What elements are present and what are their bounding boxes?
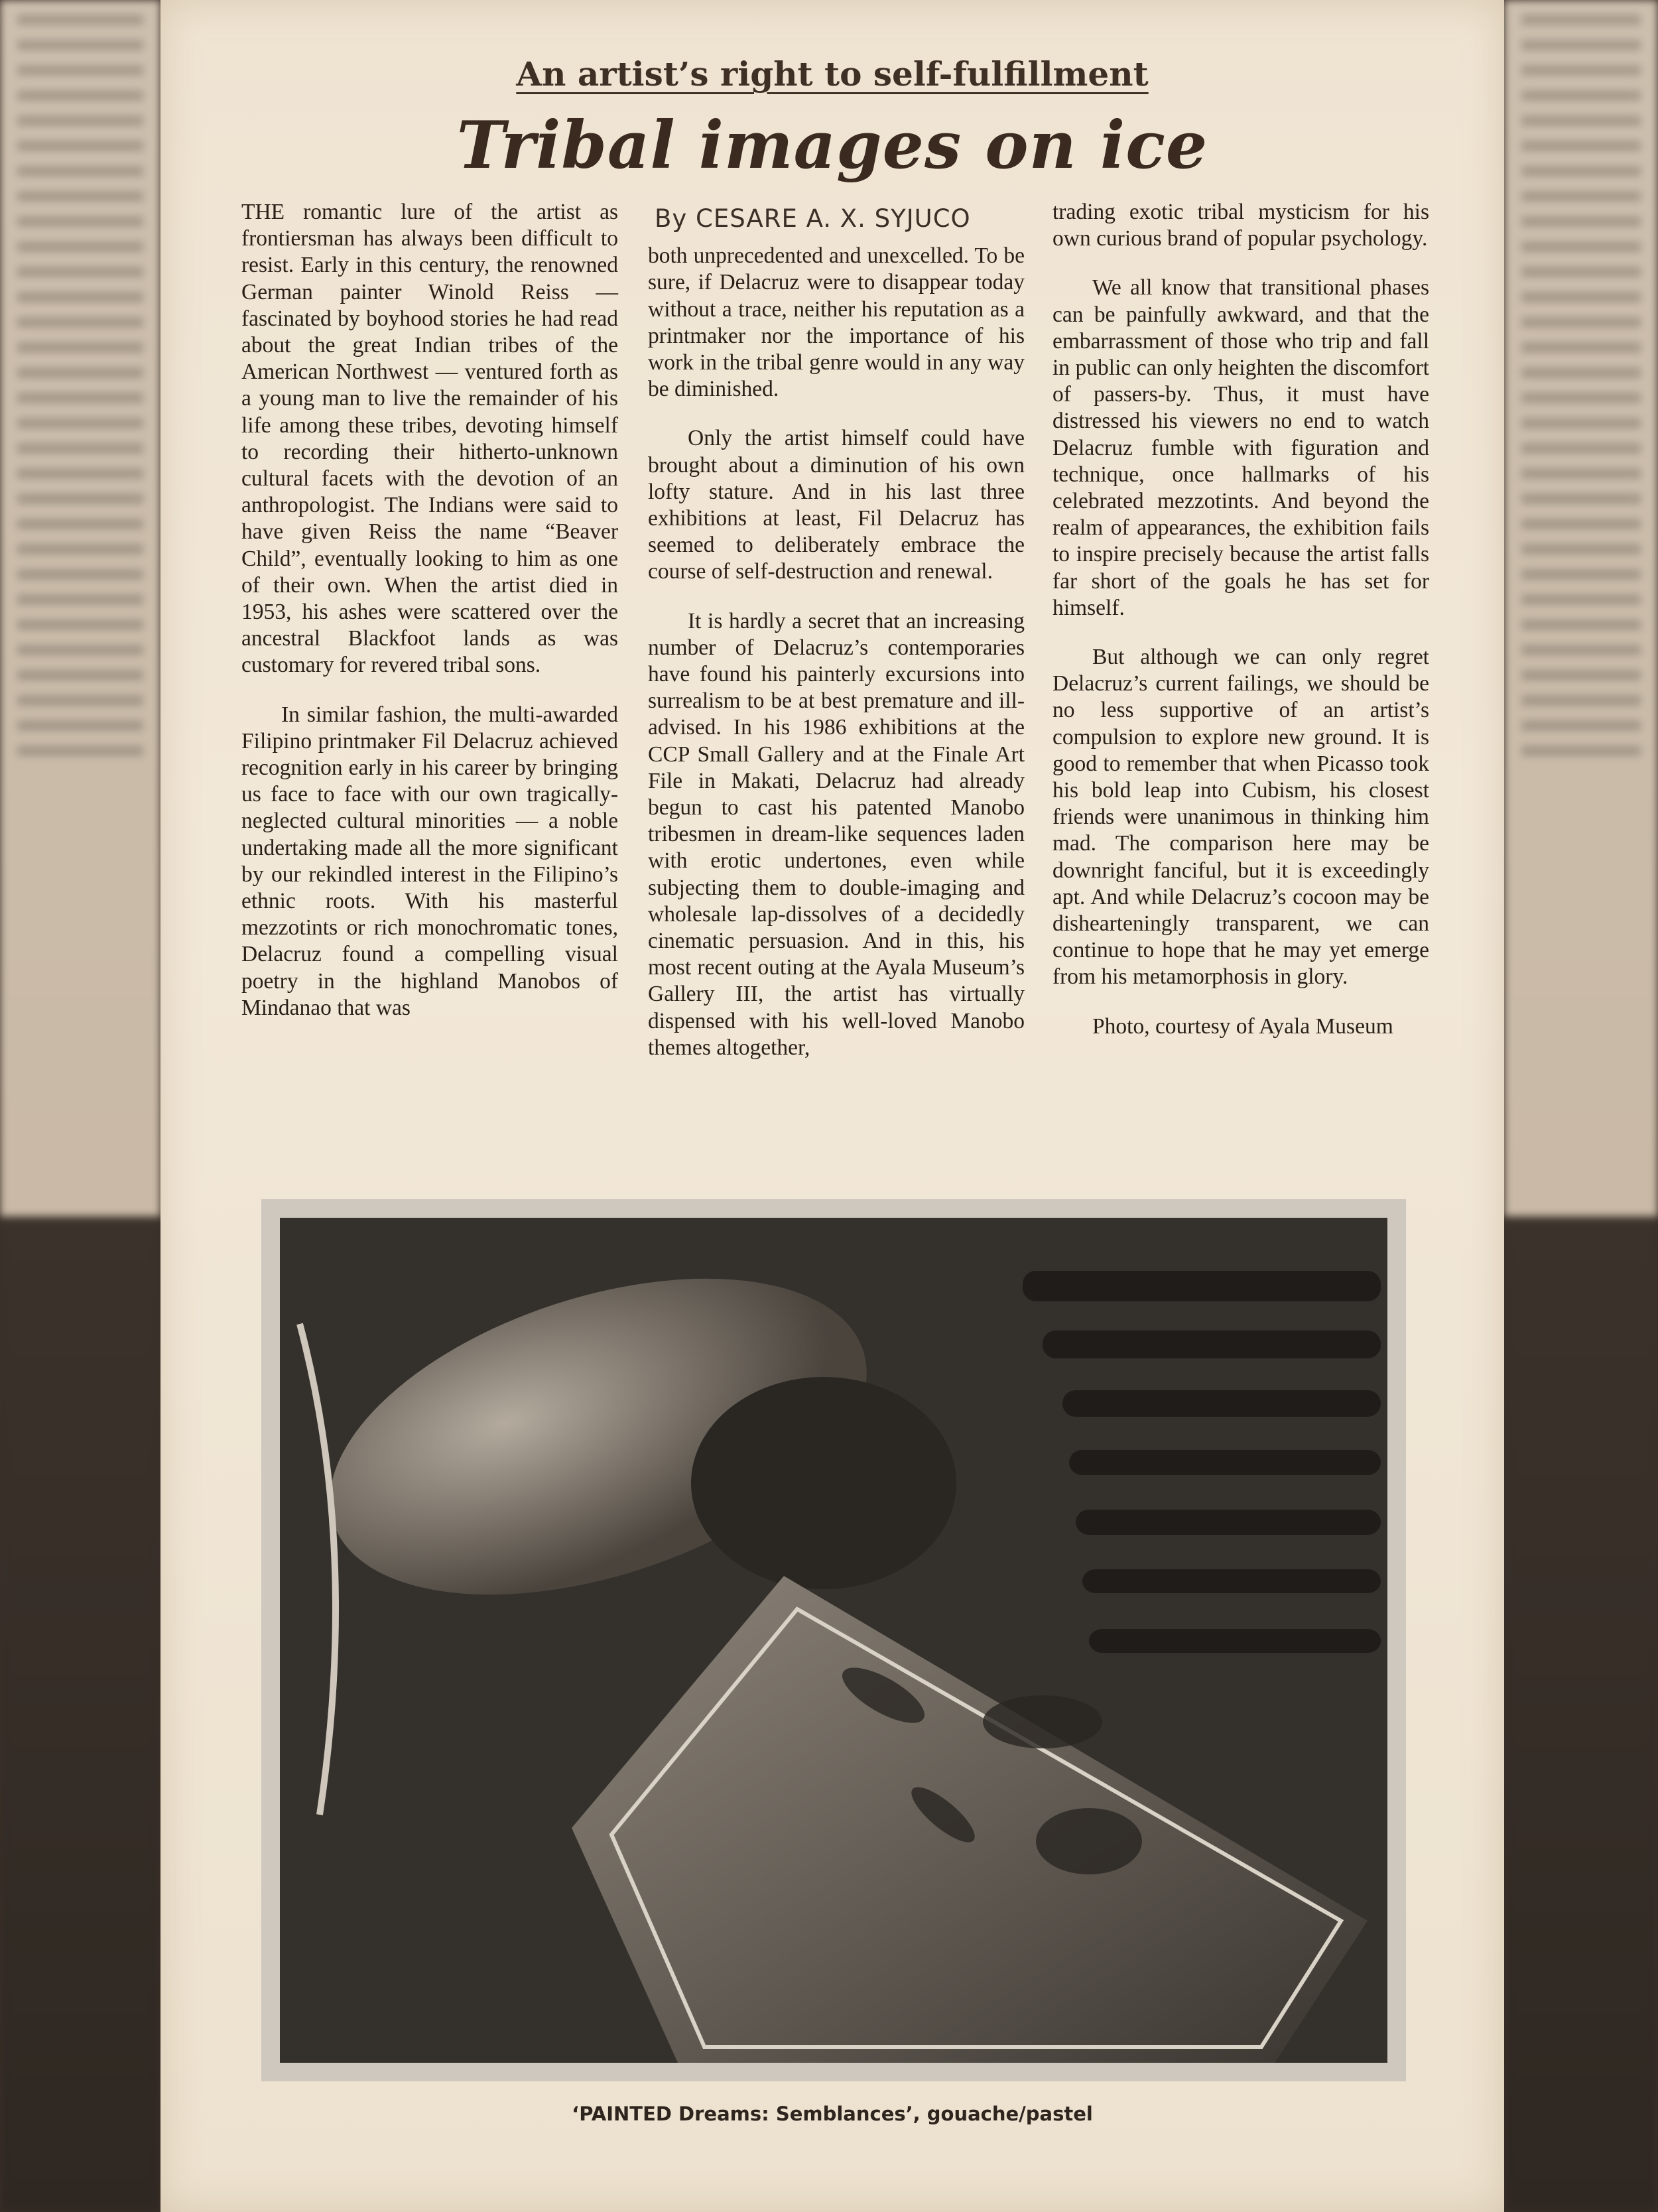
article-column-1: [241, 199, 618, 1044]
blurred-background-right: [1504, 0, 1658, 2212]
article-column-3: [1052, 199, 1429, 1063]
photo-credit: Photo, courtesy of Ayala Museum: [1092, 1013, 1393, 1039]
artwork-image: [280, 1218, 1387, 2063]
article-column-2: [648, 199, 1025, 1084]
kicker-headline: An artist’s right to self-fulfillment: [516, 54, 1149, 94]
paragraph: trading exotic tribal mysticism for his own curious brand of popular psychology.: [1052, 200, 1429, 251]
photo-image: [280, 1218, 1387, 2063]
photo-caption: ‘PAINTED Dreams: Semblances’, gouache/pastel: [572, 2103, 1093, 2125]
paragraph: We all know that transitional phases can be painfully awkward, and that the embarrassment of those who trip and fall in public can only heighten the discomfort of passers-by. Thus, it must have distressed his viewers no end to watch Delacruz fumble with figuration and technique, once hallmarks of his celebrated mezzotints. And beyond the realm of appearances, the exhibition fails to inspire precisely because the artist falls far short of the goals he has set for himself.: [1052, 275, 1429, 620]
paragraph: In similar fashion, the multi-awarded Filipino printmaker Fil Delacruz achieved recognition early in his career by bringing us face to face with our own tragically-neglected cultural minorities — a noble undertaking made all the more significant by our rekindled interest in the Filipino’s ethnic roots. With his masterful mezzotints or rich monochromatic tones, Delacruz found a compelling visual poetry in the highland Manobos of Mindanao that was: [241, 702, 618, 1020]
article-headline: Tribal images on ice: [456, 107, 1208, 184]
paragraph: THE romantic lure of the artist as frontiersman has always been difficult to resist. Early in this century, the renowned German painter Winold Reiss — fascinated by boyhood stories he had read about the great Indian tribes of the American Northwest — ventured forth as a young man to live the remainder of his life among these tribes, devoting himself to recording their hitherto-unknown cultural facets with the devotion of an anthropologist. The Indians were said to have given Reiss the name “Beaver Child”, eventually looking to him as one of their own. When the artist died in 1953, his ashes were scattered over the ancestral Blackfoot lands as was customary for revered tribal sons.: [241, 200, 618, 678]
artwork-photo: [261, 1199, 1406, 2081]
blurred-background-left: [0, 0, 160, 2212]
paragraph: But although we can only regret Delacruz’s current failings, we should be no less supportive of an artist’s compulsion to explore new ground. It is good to remember that when Picasso took his bold leap into Cubism, his closest friends were unanimous in thinking him mad. The comparison here may be downright fanciful, but it is exceedingly apt. And while Delacruz’s cocoon may be dishearteningly transparent, we can continue to hope that he may yet emerge from his metamorphosis in glory.: [1052, 645, 1429, 990]
paragraph: both unprecedented and unexcelled. To be sure, if Delacruz were to disappear today without a trace, neither his reputation as a printmaker nor the importance of his work in the tribal genre would in any way be diminished.: [648, 243, 1025, 402]
paragraph: It is hardly a secret that an increasing number of Delacruz’s contemporaries have found his painterly excursions into surrealism to be at best premature and ill-advised. In his 1986 exhibitions at the CCP Small Gallery and at the Finale Art File in Makati, Delacruz had already begun to cast his patented Manobo tribesmen in dream-like sequences laden with erotic undertones, even while subjecting them to double-imaging and wholesale lap-dissolves of a decidedly cinematic persuasion. And in this, his most recent outing at the Ayala Museum’s Gallery III, the artist has virtually dispensed with his well-loved Manobo themes altogether,: [648, 608, 1025, 1060]
byline: By CESARE A. X. SYJUCO: [655, 204, 971, 233]
newspaper-clipping: [160, 0, 1504, 2212]
paragraph: Only the artist himself could have brought about a diminution of his own lofty stature. And in his last three exhibitions at least, Fil Delacruz has seemed to deliberately embrace the course of self-destruction and renewal.: [648, 426, 1025, 584]
